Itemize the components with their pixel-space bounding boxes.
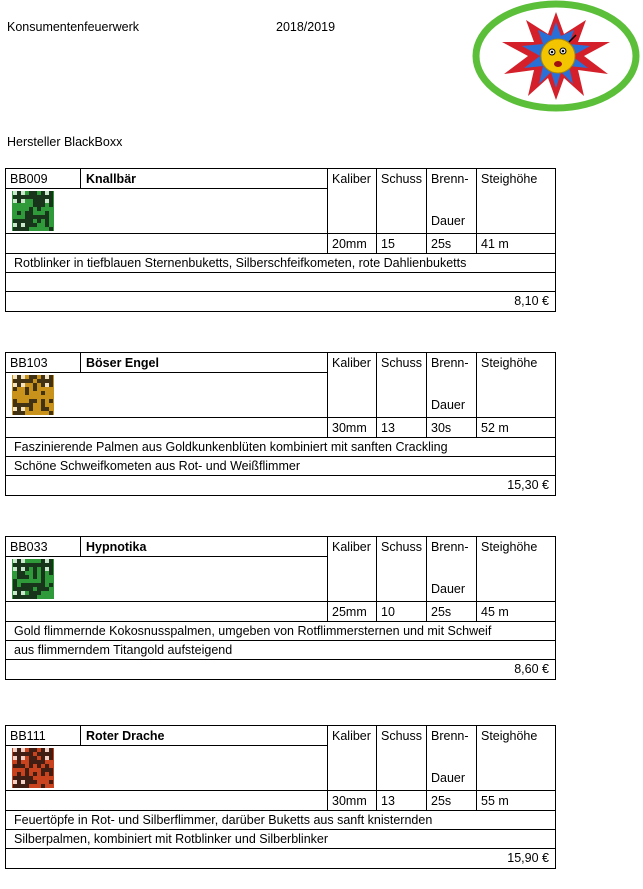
description-line-1: Faszinierende Palmen aus Goldkunkenblüten kombiniert mit sanften Crackling <box>6 438 555 457</box>
burn-duration-header: Brenn- Dauer <box>427 726 477 790</box>
shots-value: 15 <box>377 234 427 253</box>
product-code: BB111 <box>10 729 46 743</box>
shots-header: Schuss <box>377 169 427 233</box>
season-label: 2018/2019 <box>276 20 336 34</box>
description-line-2: Silberpalmen, kombiniert mit Rotblinker und Silberblinker <box>6 830 555 849</box>
product-code: BB033 <box>10 540 48 554</box>
burn-duration-header: Brenn- Dauer <box>427 537 477 601</box>
description-line-1: Gold flimmernde Kokosnusspalmen, umgeben von Rotflimmersternen und mit Schweif <box>6 622 555 641</box>
fireworks-logo-icon <box>472 0 640 112</box>
product-name: Knallbär <box>86 172 137 186</box>
burn-value: 30s <box>427 418 477 437</box>
caliber-value: 20mm <box>328 234 377 253</box>
product-name: Hypnotika <box>86 540 147 554</box>
description-line-2 <box>6 273 555 292</box>
price: 15,90 € <box>507 851 549 865</box>
caliber-header: Kaliber <box>328 537 377 601</box>
product-card <box>5 725 556 869</box>
qr-code-icon[interactable] <box>12 559 54 599</box>
burn-value: 25s <box>427 602 477 621</box>
description-line-2: aus flimmerndem Titangold aufsteigend <box>6 641 555 660</box>
shots-value: 10 <box>377 602 427 621</box>
burn-duration-header: Brenn- Dauer <box>427 353 477 417</box>
caliber-header: Kaliber <box>328 726 377 790</box>
price: 15,30 € <box>507 478 549 492</box>
qr-code-icon[interactable] <box>12 191 54 231</box>
qr-code-icon[interactable] <box>12 375 54 415</box>
caliber-value: 30mm <box>328 791 377 810</box>
qr-code-icon[interactable] <box>12 748 54 788</box>
product-name: Roter Drache <box>86 729 165 743</box>
caliber-value: 25mm <box>328 602 377 621</box>
product-card <box>5 168 556 312</box>
shots-header: Schuss <box>377 537 427 601</box>
description-line-1: Rotblinker in tiefblauen Sternenbuketts, Silberschfeifkometen, rote Dahlienbuketts <box>6 254 555 273</box>
caliber-header: Kaliber <box>328 169 377 233</box>
product-card <box>5 536 556 680</box>
height-value: 41 m <box>481 237 509 251</box>
description-line-1: Feuertöpfe in Rot- und Silberflimmer, darüber Buketts aus sanft knisternden <box>6 811 555 830</box>
burn-value: 25s <box>427 791 477 810</box>
shots-value: 13 <box>377 791 427 810</box>
product-code: BB103 <box>10 356 48 370</box>
shots-header: Schuss <box>377 353 427 417</box>
burn-value: 25s <box>427 234 477 253</box>
caliber-header: Kaliber <box>328 353 377 417</box>
page-title: Konsumentenfeuerwerk <box>7 20 140 34</box>
caliber-value: 30mm <box>328 418 377 437</box>
height-header: Steighöhe <box>481 729 538 743</box>
height-header: Steighöhe <box>481 172 538 186</box>
height-value: 52 m <box>481 421 509 435</box>
price: 8,60 € <box>514 662 549 676</box>
height-value: 45 m <box>481 605 509 619</box>
height-header: Steighöhe <box>481 356 538 370</box>
product-code: BB009 <box>10 172 48 186</box>
burn-duration-header: Brenn- Dauer <box>427 169 477 233</box>
shots-value: 13 <box>377 418 427 437</box>
logo-ball <box>541 39 575 73</box>
product-card <box>5 352 556 496</box>
height-value: 55 m <box>481 794 509 808</box>
description-line-2: Schöne Schweifkometen aus Rot- und Weißflimmer <box>6 457 555 476</box>
price: 8,10 € <box>514 294 549 308</box>
height-header: Steighöhe <box>481 540 538 554</box>
manufacturer-label: Hersteller BlackBoxx <box>7 135 123 149</box>
shots-header: Schuss <box>377 726 427 790</box>
product-name: Böser Engel <box>86 356 159 370</box>
